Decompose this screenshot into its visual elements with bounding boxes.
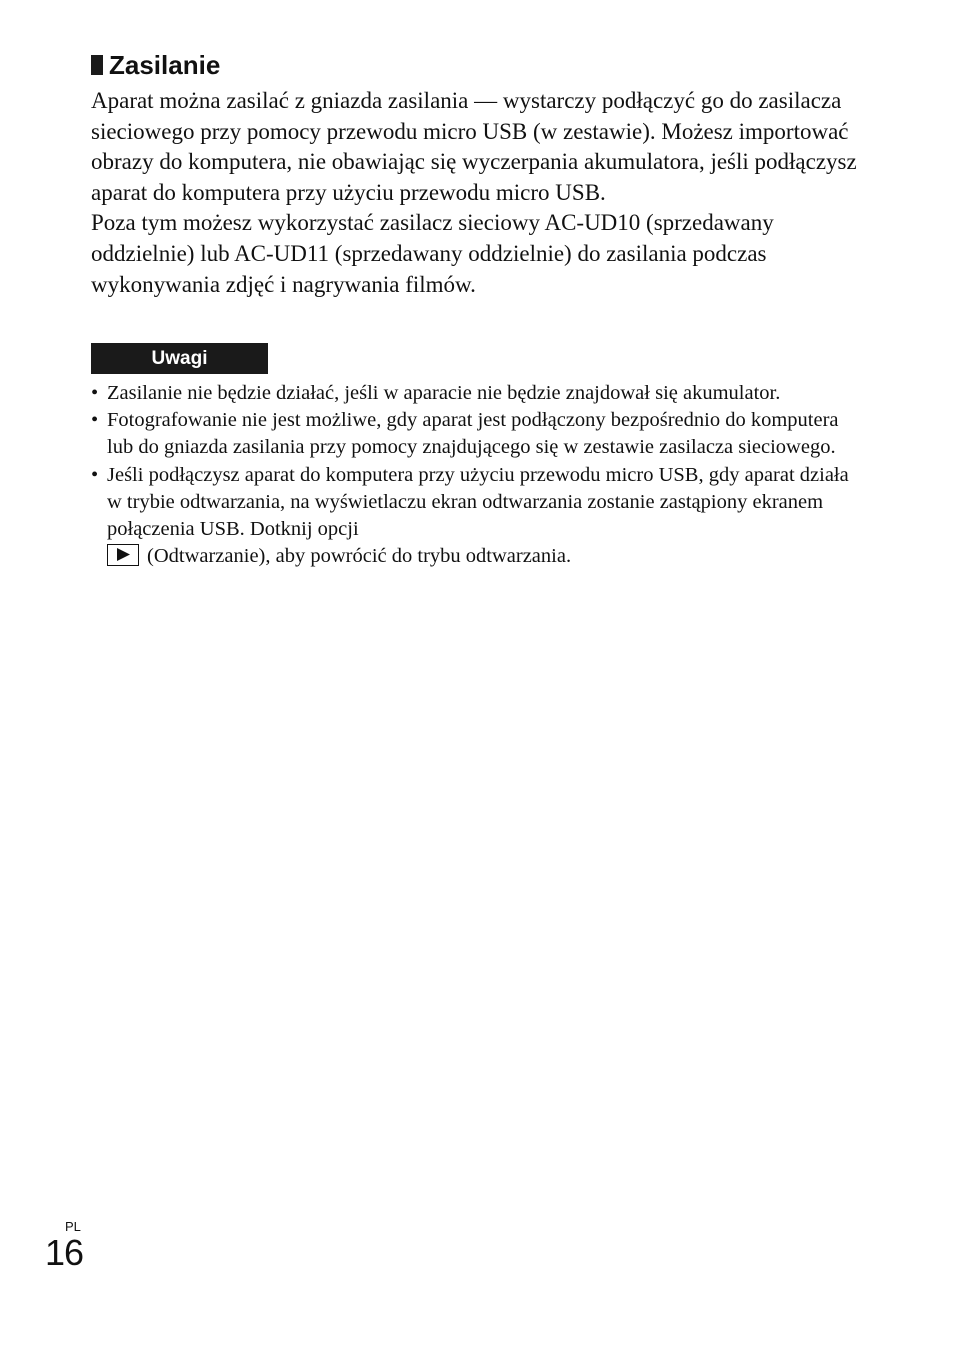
notes-list: [91, 380, 851, 570]
note-text: Fotografowanie nie jest możliwe, gdy aparat jest podłączony bezpośrednio do komputera lub do gniazda zasilania przy pomocy znajdującego się w zestawie zasilacza sieciowego.: [107, 409, 839, 459]
note-text-continuation: (Odtwarzanie), aby powrócić do trybu odtwarzania.: [147, 545, 572, 568]
page-language-code: PL: [65, 1219, 81, 1234]
bullet: •: [91, 463, 99, 486]
notes-label: Uwagi: [91, 343, 268, 374]
section-title: Zasilanie: [109, 50, 221, 80]
note-item: [91, 407, 851, 461]
page-number: 16: [45, 1232, 84, 1273]
section-marker-icon: [91, 55, 103, 75]
paragraph-ac-adaptor: Poza tym możesz wykorzystać zasilacz sieciowy AC-UD10 (sprzedawany oddzielnie) lub AC-UD11 (sprzedawany oddzielnie) do zasilania podczas wykonywania zdjęć i nagrywania filmów.: [91, 210, 774, 297]
note-item: [91, 380, 851, 407]
note-text: Jeśli podłączysz aparat do komputera przy użyciu przewodu micro USB, gdy aparat działa w trybie odtwarzania, na wyświetlaczu ekran odtwarzania zostanie zastąpiony ekranem połączenia USB. Dotknij opcji: [107, 463, 849, 541]
paragraph-power-supply: Aparat można zasilać z gniazda zasilania — wystarczy podłączyć go do zasilacza sieciowego przy pomocy przewodu micro USB (w zestawie). Możesz importować obrazy do komputera, nie obawiając się wyczerpania akumulatora, jeśli podłączysz aparat do komputera przy użyciu przewodu micro USB.: [91, 88, 857, 205]
playback-icon: [107, 544, 139, 566]
note-text: Zasilanie nie będzie działać, jeśli w aparacie nie będzie znajdował się akumulator.: [107, 382, 781, 404]
note-item: [91, 462, 851, 571]
section-heading: [91, 48, 220, 82]
bullet: •: [91, 382, 99, 404]
section-body: [91, 86, 881, 300]
bullet: •: [91, 409, 99, 432]
